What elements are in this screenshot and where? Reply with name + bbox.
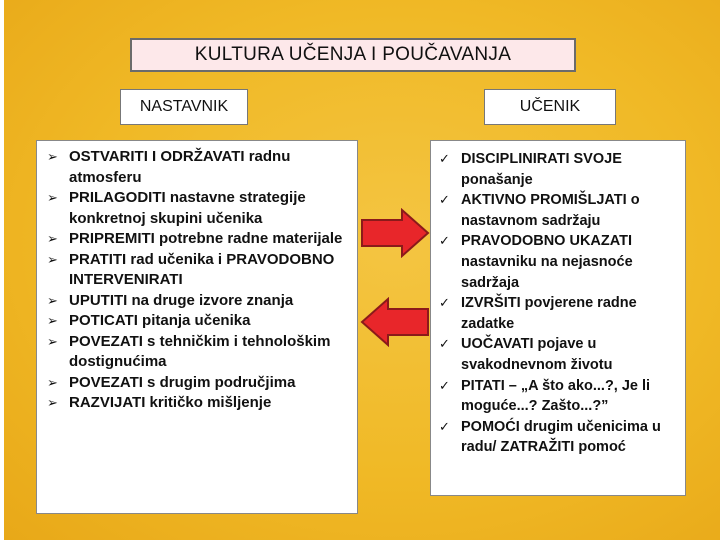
right-arrow-icon — [360, 208, 430, 258]
check-bullet-icon: ✓ — [439, 151, 450, 166]
check-bullet-icon: ✓ — [439, 233, 450, 249]
check-bullet-icon: ✓ — [439, 336, 450, 352]
teacher-list-item — [47, 188, 351, 229]
page-title: KULTURA UČENJA I POUČAVANJA — [194, 44, 512, 65]
student-list-item — [439, 334, 681, 375]
teacher-list-item — [47, 332, 351, 373]
student-list-item — [439, 231, 681, 293]
check-bullet-icon: ✓ — [439, 192, 450, 208]
student-list-item-text: IZVRŠITI povjerene radne zadatke — [461, 295, 637, 332]
student-list-item — [439, 417, 681, 458]
teacher-list-item-text: PRATITI rad učenika i PRAVODOBNO INTERVENIRATI — [69, 250, 335, 288]
check-bullet-icon: ✓ — [439, 295, 450, 311]
student-list — [439, 149, 681, 458]
teacher-list-item — [47, 147, 351, 188]
arrow-bullet-icon: ➢ — [47, 251, 58, 267]
teacher-list-item-text: POVEZATI s drugim područjima — [69, 373, 296, 391]
student-list-item-text: POMOĆI drugim učenicima u radu/ ZATRAŽITI pomoć — [461, 418, 661, 456]
student-heading-box — [484, 89, 616, 125]
teacher-list-item-text: RAZVIJATI kritičko mišljenje — [69, 394, 272, 411]
teacher-list-item-text: OSTVARITI I ODRŽAVATI radnu atmosferu — [69, 148, 291, 186]
check-bullet-icon: ✓ — [439, 418, 450, 434]
teacher-heading: NASTAVNIK — [139, 98, 229, 115]
student-list-item-text: PITATI – „A što ako...?, Je li moguće...? Zašto...?” — [461, 377, 651, 415]
student-heading: UČENIK — [519, 98, 581, 115]
arrow-bullet-icon: ➢ — [47, 190, 58, 205]
student-list-item-text: DISCIPLINIRATI SVOJE ponašanje — [461, 151, 622, 188]
arrow-bullet-icon: ➢ — [47, 231, 58, 246]
teacher-list-item — [47, 229, 351, 250]
teacher-list-item-text: PRIPREMITI potrebne radne materijale — [69, 230, 343, 247]
check-bullet-icon: ✓ — [439, 377, 450, 393]
teacher-list — [47, 147, 351, 414]
arrow-bullet-icon: ➢ — [47, 313, 58, 328]
teacher-list-box — [36, 140, 358, 514]
teacher-list-item-text: UPUTITI na druge izvore znanja — [69, 291, 294, 309]
teacher-list-item-text: PRILAGODITI nastavne strategije konkretnoj skupini učenika — [69, 189, 306, 227]
teacher-list-item — [47, 250, 351, 291]
teacher-list-item — [47, 373, 351, 394]
student-list-item — [439, 293, 681, 334]
teacher-list-item-text: POVEZATI s tehničkim i tehnološkim dostignućima — [69, 332, 331, 370]
arrow-bullet-icon: ➢ — [47, 149, 58, 164]
student-list-item-text: AKTIVNO PROMIŠLJATI o nastavnom sadržaju — [461, 192, 640, 229]
left-arrow-icon — [360, 297, 430, 347]
student-list-item-text: PRAVODOBNO UKAZATI nastavniku na nejasnoće sadržaja — [461, 233, 633, 291]
teacher-heading-box — [120, 89, 248, 125]
teacher-list-item-text: POTICATI pitanja učenika — [69, 312, 251, 329]
arrow-bullet-icon: ➢ — [47, 292, 58, 308]
student-list-item — [439, 149, 681, 190]
student-list-box — [430, 140, 686, 496]
title-box — [130, 38, 576, 72]
teacher-list-item — [47, 311, 351, 332]
slide-edge — [0, 0, 4, 540]
arrow-bullet-icon: ➢ — [47, 374, 58, 390]
teacher-list-item — [47, 393, 351, 414]
student-list-item-text: UOČAVATI pojave u svakodnevnom životu — [461, 336, 613, 373]
student-list-item — [439, 376, 681, 417]
arrow-bullet-icon: ➢ — [47, 333, 58, 349]
teacher-list-item — [47, 291, 351, 312]
arrow-bullet-icon: ➢ — [47, 395, 58, 410]
student-list-item — [439, 190, 681, 231]
